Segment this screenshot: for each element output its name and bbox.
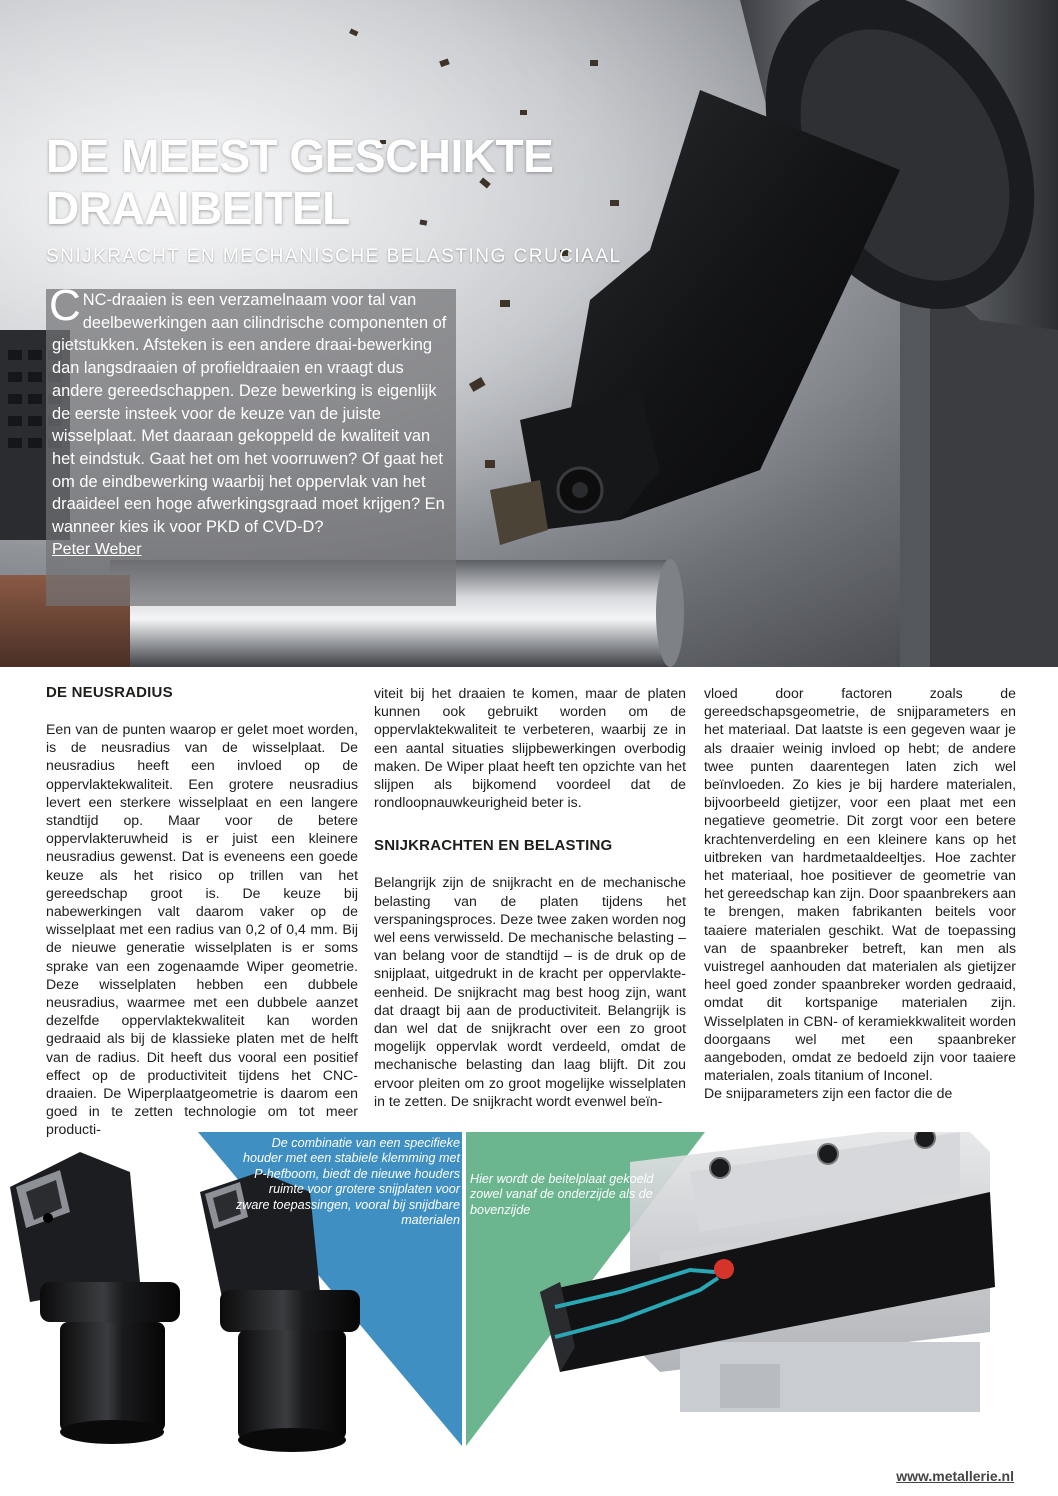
column-2 xyxy=(374,684,686,1110)
snijkracht-paragraph: Belangrijk zijn de snijkracht en de mechanische belasting van de platen tijdens het verspaningsproces. Deze twee zaken worden nog wel eens verwisseld. De mechanische belasting – van belang voor de standtijd – is de druk op de snijplaat, uitgedrukt in de kracht per oppervlakte-eenheid. De snijkracht mag best hoog zijn, want dat draagt bij aan de productiviteit. Belangrijk is dan wel dat de snijkracht over een zo groot mogelijk oppervlak wordt verdeeld, omdat de mechanische belasting dan laag blijft. Dit zou ervoor pleiten om zo groot mogelijke wisselplaten in te zetten. De snijkracht wordt evenwel beïn- xyxy=(374,874,686,1109)
caption-coolant: Hier wordt de beitelplaat gekoeld zowel vanaf de onderzijde als de bovenzijde xyxy=(470,1172,654,1217)
intro-box xyxy=(46,281,456,606)
snijparameters-paragraph: De snijparameters zijn een factor die de xyxy=(704,1085,953,1102)
hero-photo xyxy=(0,0,1058,667)
intro-body: NC-draaien is een verzamelnaam voor tal van deelbewerkingen aan cilindrische componenten of gietstukken. Afsteken is een andere draai-bewerking dan langsdraaien of profieldraaien en vraagt dus andere gereedschappen. Deze bewerking is eigenlijk de eerste insteek voor de keuze van de juiste wisselplaat. Met daaraan gekoppeld de kwaliteit van het eindstuk. Gaat het om het voorruwen? Of gaat het om de eindbewerking waarbij het oppervlak van het draaideel een hoge afwerkingsgraad moet krijgen? En wanneer kies ik voor PKD of CVD-D? xyxy=(52,291,447,537)
article-title xyxy=(46,130,553,234)
article-title-line-2: DRAAIBEITEL xyxy=(46,182,350,234)
author-byline[interactable]: Peter Weber xyxy=(52,540,142,558)
column-3 xyxy=(704,684,1016,1103)
neusradius-paragraph: Een van de punten waarop er gelet moet worden, is de neusradius van de wisselplaat. De neusradius heeft een invloed op de oppervlaktekwaliteit. Een grotere neusradius levert een sterkere wisselplaat en een langere standtijd op. Maar voor de betere oppervlakteruwheid is er juist een kleinere neusradius gewenst. Dat is eveneens een goede keuze als het risico op trillen van het gereedschap groot is. De keuze bij nabewerkingen valt daarom vaker op de wisselplaat met een radius van 0,2 of 0,4 mm. Bij de nieuwe generatie wisselplaten is er soms sprake van een zogenaamde Wiper geometrie. Deze wisselplaten hebben een dubbele neusradius, waarmee met een dubbele aanzet dezelfde oppervlaktekwaliteit kan worden gedraaid als bij de klassieke platen met de helft van de radius. Dit heeft dus vooral een positief effect op de productiviteit tijdens het CNC-draaien. De Wiperplaatgeometrie is daarom een goed in te zetten technologie om tot meer producti- xyxy=(46,721,358,1138)
footer-url-link[interactable]: www.metallerie.nl xyxy=(896,1468,1014,1484)
section-heading-neusradius: DE NEUSRADIUS xyxy=(46,684,173,701)
column-1 xyxy=(46,684,358,1139)
snijkracht-continued-paragraph: vloed door factoren zoals de gereedschapsgeometrie, de snijparameters en het materiaal. Dat laatste is een gegeven waar je als draaier weinig invloed op hebt; de andere twee punten daarentegen laten zich wel beïnvloeden. Zo kies je bij hardere materialen, bijvoorbeeld gietijzer, voor een plaat met een negatieve geometrie. Dit zorgt voor een betere krachtenverdeling en een kleinere kans op het uitbreken van hardmetaaldeeltjes. Hoe zachter het materiaal, hoe positiever de geometrie van het gereedschap kan zijn. Door spaanbrekers aan te brengen, maken fabrikanten beitels voor taaiere materialen geschikt. Wat de toepassing van de spaanbreker betreft, kan men als vuistregel aanhouden dat materialen als gietijzer heel goed zonder spaanbreker worden gedraaid, omdat dit kortspanige materialen zijn. Wisselplaten in CBN- of keramiekkwaliteit worden doorgaans wel met een spaanbreker aangeboden, omdat ze bedoeld zijn voor taaiere materialen, zoals titanium of Inconel. xyxy=(704,685,1016,1084)
intro-paragraph xyxy=(49,281,450,539)
tool-holder-left xyxy=(10,1152,180,1444)
intro-dropcap: C xyxy=(49,281,81,330)
article-subtitle: SNIJKRACHT EN MECHANISCHE BELASTING CRUCIAAL xyxy=(46,246,622,267)
section-heading-snijkracht: SNIJKRACHTEN EN BELASTING xyxy=(374,837,613,855)
caption-tool-holders: De combinatie van een specifieke houder met een stabiele klemming met P-hefboom, biedt de nieuwe houders ruimte voor grotere snijplaten voor zware toepassingen, vooral bij snijdbare materialen xyxy=(235,1136,460,1228)
article-title-line-1: DE MEEST GESCHIKTE xyxy=(46,130,554,182)
neusradius-continued-paragraph: viteit bij het draaien te komen, maar de platen kunnen ook gebruikt worden om de oppervlaktekwaliteit te verbeteren, waarbij ze in een aantal situaties slijpbewerkingen overbodig maken. De Wiper plaat heeft ten opzichte van het slijpen als bijkomend voordeel dat de rondloopnauwkeurigheid beter is. xyxy=(374,685,686,811)
